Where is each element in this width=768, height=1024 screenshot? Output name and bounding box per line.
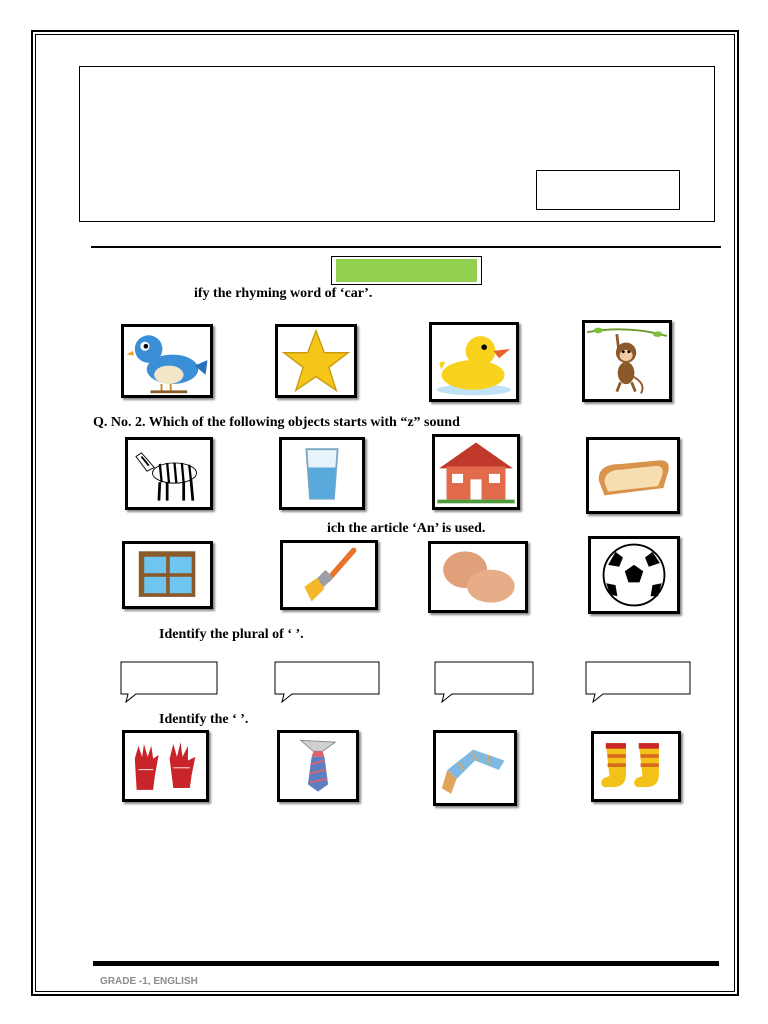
window-icon <box>125 544 210 606</box>
option-socks[interactable] <box>591 731 681 802</box>
answer-callout-3[interactable] <box>434 661 536 703</box>
footer-grade-label: GRADE -1, ENGLISH <box>100 976 198 987</box>
question-3: ich the article ‘An’ is used. <box>327 521 486 536</box>
option-bread[interactable] <box>586 437 680 514</box>
option-football[interactable] <box>588 536 680 614</box>
option-duck[interactable] <box>429 322 519 402</box>
question-4: Identify the plural of ‘ ’. <box>159 627 304 642</box>
option-zebra[interactable] <box>125 437 213 510</box>
score-box <box>536 170 680 210</box>
option-gloves[interactable] <box>122 730 209 802</box>
duck-icon <box>432 325 516 399</box>
question-5: Identify the ‘ ’. <box>159 712 249 727</box>
section-label-box <box>331 256 482 285</box>
footer-rule <box>93 961 719 966</box>
football-icon <box>591 539 677 611</box>
house-icon <box>435 437 517 507</box>
tie-icon <box>280 733 356 799</box>
scarf-icon <box>436 733 514 803</box>
bread-icon <box>589 440 677 511</box>
zebra-icon <box>128 440 210 507</box>
option-eggs[interactable] <box>428 541 528 613</box>
option-glass[interactable] <box>279 437 365 510</box>
option-window[interactable] <box>122 541 213 609</box>
option-monkey[interactable] <box>582 320 672 402</box>
question-1: ify the rhyming word of ‘car’. <box>194 286 373 301</box>
glass-icon <box>282 440 362 507</box>
header-rule <box>91 246 721 248</box>
option-paintbrush[interactable] <box>280 540 378 610</box>
option-tie[interactable] <box>277 730 359 802</box>
answer-callout-2[interactable] <box>274 661 382 703</box>
option-scarf[interactable] <box>433 730 517 806</box>
socks-icon <box>594 734 678 799</box>
section-label-fill <box>336 259 477 282</box>
question-2: Q. No. 2. Which of the following objects starts with “z” sound <box>93 415 460 430</box>
gloves-icon <box>125 733 206 799</box>
eggs-icon <box>431 544 525 610</box>
answer-callout-4[interactable] <box>585 661 693 703</box>
paintbrush-icon <box>283 543 375 607</box>
option-star[interactable] <box>275 324 357 398</box>
bird-icon <box>124 327 210 395</box>
monkey-icon <box>585 323 669 399</box>
option-bird[interactable] <box>121 324 213 398</box>
option-house[interactable] <box>432 434 520 510</box>
answer-callout-1[interactable] <box>120 661 220 703</box>
star-icon <box>278 327 354 395</box>
